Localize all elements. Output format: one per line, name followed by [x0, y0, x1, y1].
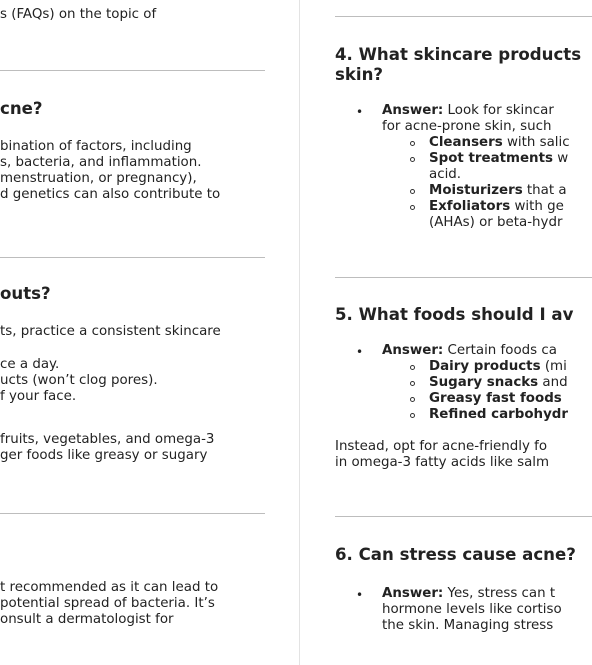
tip-item: f your face.	[0, 389, 77, 404]
answer-label: Answer:	[382, 586, 444, 601]
right-column	[300, 0, 592, 665]
product-item: Moisturizers that a	[429, 183, 567, 198]
section-divider	[0, 70, 265, 71]
circle-bullet-icon	[410, 413, 415, 418]
faq-heading-5: 5. What foods should I av	[335, 305, 574, 324]
section-divider	[0, 513, 265, 514]
section-divider	[0, 257, 265, 258]
food-item: Dairy products (mi	[429, 359, 567, 374]
faq-answer-line: s, bacteria, and inflammation.	[0, 155, 202, 170]
food-item: Sugary snacks and	[429, 375, 568, 390]
product-item: Exfoliators with ge	[429, 199, 564, 214]
section-divider	[335, 277, 592, 278]
tip-item: ce a day.	[0, 357, 60, 372]
food-item: Greasy fast foods	[429, 391, 562, 406]
diet-line: fruits, vegetables, and omega-3	[0, 432, 215, 447]
answer-line	[382, 586, 555, 602]
answer-line: hormone levels like cortiso	[382, 602, 562, 617]
answer-label: Answer:	[382, 103, 444, 118]
answer-label: Answer:	[382, 343, 444, 358]
answer-text: Look for skincar	[443, 103, 554, 118]
faq-heading-4-cont: skin?	[335, 65, 384, 84]
faq-answer-line: ts, practice a consistent skincare	[0, 324, 221, 339]
circle-bullet-icon	[410, 141, 415, 146]
food-item: Refined carbohydr	[429, 407, 568, 422]
answer-line: for acne-prone skin, such	[382, 119, 552, 134]
product-item: Spot treatments w	[429, 151, 569, 166]
circle-bullet-icon	[410, 397, 415, 402]
faq-heading-2: outs?	[0, 284, 51, 303]
answer-text: Certain foods ca	[443, 343, 557, 358]
instead-line: in omega-3 fatty acids like salm	[335, 455, 550, 470]
faq-answer-line: menstruation, or pregnancy),	[0, 171, 197, 186]
faq-answer-line: d genetics can also contribute to	[0, 187, 221, 202]
faq-answer-line: potential spread of bacteria. It’s	[0, 596, 215, 611]
product-item-cont: (AHAs) or beta-hydr	[429, 215, 563, 230]
answer-line	[382, 343, 557, 359]
faq-answer-line: bination of factors, including	[0, 139, 192, 154]
product-item-cont: acid.	[429, 167, 462, 182]
circle-bullet-icon	[410, 157, 415, 162]
intro-text: s (FAQs) on the topic of	[0, 7, 157, 22]
faq-heading-1: cne?	[0, 99, 43, 118]
faq-answer-line: onsult a dermatologist for	[0, 612, 174, 627]
bullet-icon: •	[356, 105, 364, 119]
answer-text: Yes, stress can t	[443, 586, 556, 601]
answer-line: the skin. Managing stress	[382, 618, 554, 633]
bullet-icon: •	[356, 588, 364, 602]
circle-bullet-icon	[410, 365, 415, 370]
tip-item: ucts (won’t clog pores).	[0, 373, 158, 388]
faq-answer-line: t recommended as it can lead to	[0, 580, 219, 595]
circle-bullet-icon	[410, 381, 415, 386]
section-divider	[335, 516, 592, 517]
answer-line	[382, 103, 554, 119]
bullet-icon: •	[356, 345, 364, 359]
faq-heading-6: 6. Can stress cause acne?	[335, 545, 576, 564]
section-divider	[335, 16, 592, 17]
instead-line: Instead, opt for acne-friendly fo	[335, 439, 548, 454]
product-item: Cleansers with salic	[429, 135, 570, 150]
diet-line: ger foods like greasy or sugary	[0, 448, 208, 463]
left-column	[0, 0, 265, 665]
circle-bullet-icon	[410, 189, 415, 194]
faq-heading-4: 4. What skincare products	[335, 45, 582, 64]
circle-bullet-icon	[410, 205, 415, 210]
